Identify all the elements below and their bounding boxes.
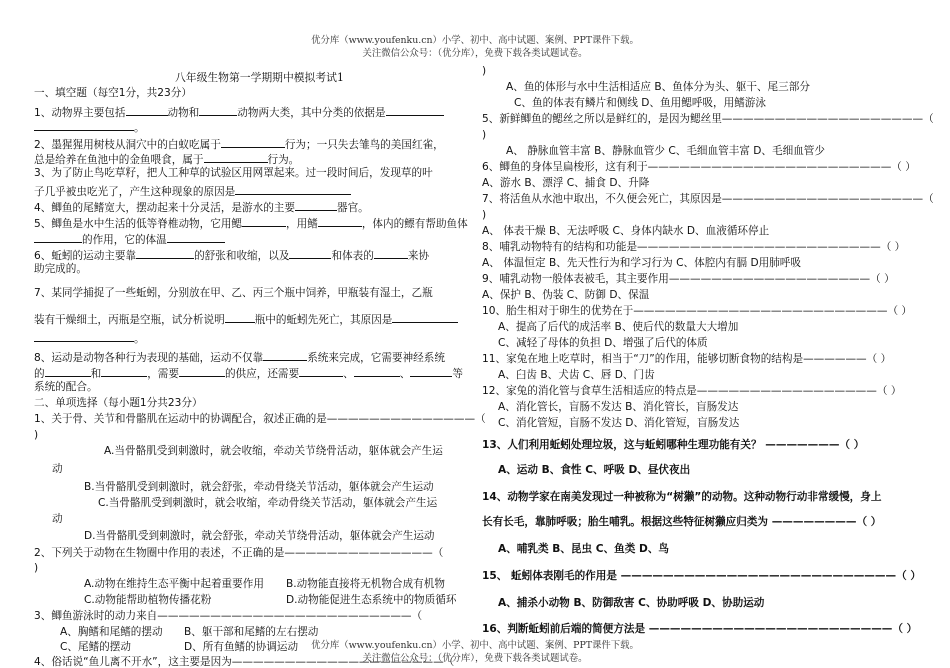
footer-watermark-line1: 优分库（www.youfenku.cn）小学、初中、高中试题、案例、PPT课件下载。	[311, 640, 639, 651]
mc-q2-stem: 2、下列关于动物在生物圈中作用的表述，不正确的是——————————————（	[34, 547, 444, 559]
q14-stem: 14、动物学家在南美发现过一种被称为“树獭”的动物。这种动物行动非常缓慢，身上	[482, 491, 882, 503]
fill-q7: 7、某同学捕捉了一些蚯蚓，分别放在甲、乙、丙三个瓶中饲养，甲瓶装有湿土，乙瓶	[34, 287, 433, 299]
fill-q5-cont: 的作用，它的体温	[34, 232, 225, 246]
q9-stem: 9、哺乳动物一般体表被毛，其主要作用———————————————————（ ）	[482, 273, 895, 285]
mc-q3-option-a: A、胸鳍和尾鳍的摆动	[60, 626, 163, 638]
q5-close: )	[482, 129, 487, 141]
mc-q3-option-b: B、躯干部和尾鳍的左右摆动	[184, 626, 319, 638]
q4-options-cd: C、鱼的体表有鳞片和侧线 D、鱼用鳃呼吸，用鳍游泳	[514, 97, 766, 109]
q6-stem: 6、鲫鱼的身体呈扁梭形，这有利于———————————————————————（ ）	[482, 161, 916, 173]
q7-stem: 7、将活鱼从水池中取出，不久便会死亡，其原因是———————————————————（	[482, 193, 934, 205]
fill-q4: 4、鲫鱼的尾鳍宽大，摆动起来十分灵活，是游水的主要 器官。	[34, 202, 369, 214]
q11-options: A、臼齿 B、犬齿 C、唇 D、门齿	[498, 369, 655, 381]
mc-q2-close: )	[34, 562, 39, 574]
q15-options: A、捕杀小动物 B、防御敌害 C、协助呼吸 D、协助运动	[498, 597, 765, 609]
q6-options: A、游水 B、漂浮 C、捕食 D、升降	[482, 177, 650, 189]
mc-q1-option-b: B.当骨骼肌受到刺激时，就会舒张，牵动骨绕关节活动，躯体就会产生运动	[84, 481, 434, 493]
q10-options-ab: A、提高了后代的成活率 B、使后代的数量大大增加	[498, 321, 739, 333]
q13-options: A、运动 B、食性 C、呼吸 D、昼伏夜出	[498, 464, 691, 476]
mc-q1-option-a-cont: 动	[52, 463, 63, 475]
mc-q2-option-c: C.动物能帮助植物传播花粉	[84, 594, 212, 606]
mc-q1-close: )	[34, 429, 39, 441]
exam-title: 八年级生物第一学期期中模拟考试1	[175, 71, 344, 84]
header-watermark-line2: 关注微信公众号：（优分库），免费下载各类试题试卷。	[362, 48, 588, 59]
mc-q3-option-d: D、所有鱼鳍的协调运动	[184, 641, 299, 653]
q4-options-ab: A、鱼的体形与水中生活相适应 B、鱼体分为头、躯干、尾三部分	[506, 81, 810, 93]
fill-q2-cont: 总是给养在鱼池中的金鱼喂食，属于 行为。	[34, 154, 300, 166]
q15-stem: 15、 蚯蚓体表刚毛的作用是 ——————————————————————————（ ）	[482, 570, 921, 582]
mc-q1-option-c-cont: 动	[52, 513, 63, 525]
q14-options: A、哺乳类 B、昆虫 C、鱼类 D、鸟	[498, 543, 670, 555]
fill-q1-cont: 。	[34, 120, 145, 134]
fill-q3: 3、为了防止鸟吃草籽，把人工种草的试验区用网罩起来。过一段时间后，发现草的叶	[34, 167, 433, 179]
fill-q1: 1、动物界主要包括 动物和 动物两大类，其中分类的依据是	[34, 105, 444, 119]
fill-q3-cont: 子几乎被虫吃光了，产生这种现象的原因是	[34, 184, 351, 198]
fill-q6: 6、蚯蚓的运动主要靠 的舒张和收缩，以及 和体表的 来协	[34, 250, 429, 262]
q8-options: A、 体温恒定 B、先天性行为和学习行为 C、体腔内有膈 D用肺呼吸	[482, 257, 801, 269]
q5-stem: 5、新鲜鲫鱼的鳃丝之所以是鲜红的，是因为鳃丝里———————————————————（	[482, 113, 934, 125]
q16-stem: 16、判断蚯蚓前后端的简便方法是 ———————————————————————（ ）	[482, 623, 918, 635]
q12-stem: 12、家兔的消化管与食草生活相适应的特点是—————————————————（ ）	[482, 385, 902, 397]
q12-options-ab: A、消化管长，盲肠不发达 B、消化管长，盲肠发达	[498, 401, 739, 413]
q11-stem: 11、家兔在地上吃草时，相当于“刀”的作用，能够切断食物的结构是——————（ ）	[482, 353, 892, 365]
mc-q3-option-c: C、尾鳍的摆动	[60, 641, 131, 653]
mc-q1-option-d: D.当骨骼肌受到刺激时，就会舒张，牵动关节绕骨活动，躯体就会产生运动	[84, 530, 435, 542]
mc-q1-option-a: A.当骨骼肌受到刺激时，就会收缩，牵动关节绕骨活动，躯体就会产生运	[104, 445, 443, 457]
q7-options: A、 体表干燥 B、无法呼吸 C、身体内缺水 D、血液循环停止	[482, 225, 770, 237]
q9-options: A、保护 B、伪装 C、防御 D、保温	[482, 289, 650, 301]
q4-close: )	[482, 65, 487, 77]
q14-stem-cont: 长有长毛，靠肺呼吸；胎生哺乳。根据这些特征树獭应归类为 ————————（ ）	[482, 516, 882, 528]
q13-stem: 13、人们利用蚯蚓处理垃圾，这与蚯蚓哪种生理功能有关？ ———————（ ）	[482, 439, 865, 451]
mc-q2-option-d: D.动物能促进生态系统中的物质循环	[286, 594, 457, 606]
fill-q7-cont: 装有干燥细土，丙瓶是空瓶，试分析说明 瓶中的蚯蚓先死亡，其原因是	[34, 312, 458, 326]
fill-q2: 2、墨猩猩用树枝从洞穴中的白蚁吃属于 行为；一只失去雏鸟的美国红雀，	[34, 139, 444, 151]
mc-q2-option-a: A.动物在维持生态平衡中起着重要作用	[84, 578, 264, 590]
q7-close: )	[482, 209, 487, 221]
fill-q8: 8、运动是动物各种行为表现的基础，运动不仅靠 系统来完成，它需要神经系统	[34, 352, 445, 364]
mc-q1-option-c: C.当骨骼肌受到刺激时，就会收缩，牵动骨绕关节活动，躯体就会产生运	[98, 497, 438, 509]
mc-q4-stem: 4、俗话说“鱼儿离不开水”，这主要是因为————————————————————（	[34, 656, 455, 668]
section1-heading: 一、填空题（每空1分，共23分）	[34, 87, 192, 99]
q8-stem: 8、哺乳动物特有的结构和功能是———————————————————————（ ）	[482, 241, 906, 253]
q12-options-cd: C、消化管短，盲肠不发达 D、消化管短，盲肠发达	[498, 417, 740, 429]
mc-q1-stem: 1、关于骨、关节和骨骼肌在运动中的协调配合，叙述正确的是——————————————（	[34, 413, 486, 425]
header-watermark-line1: 优分库（www.youfenku.cn）小学、初中、高中试题、案例、PPT课件下载。	[311, 35, 639, 46]
q10-options-cd: C、减轻了母体的负担 D、增强了后代的体质	[498, 337, 708, 349]
footer-watermark-line2: 关注微信公众号：（优分库），免费下载各类试题试卷。	[362, 653, 588, 664]
fill-q8-cont: 的 和 ，需要 的供应，还需要 、 、 等	[34, 368, 463, 380]
fill-q7-end: 。	[34, 331, 145, 345]
section2-heading: 二、单项选择（每小题1分共23分）	[34, 397, 203, 409]
fill-q5: 5、鲫鱼是水中生活的低等脊椎动物，它用鳃 ，用鳍 ，体内的鳔有帮助鱼体	[34, 218, 468, 230]
fill-q6-cont: 助完成的。	[34, 263, 87, 275]
fill-q8-end: 系统的配合。	[34, 381, 98, 393]
mc-q2-option-b: B.动物能直接将无机物合成有机物	[286, 578, 445, 590]
mc-q3-stem: 3、鲫鱼游泳时的动力来自————————————————————————（	[34, 610, 423, 622]
q5-options: A、 静脉血管丰富 B、静脉血管少 C、毛细血管丰富 D、毛细血管少	[506, 145, 825, 157]
q10-stem: 10、胎生相对于卵生的优势在于————————————————————————（ ）	[482, 305, 913, 317]
